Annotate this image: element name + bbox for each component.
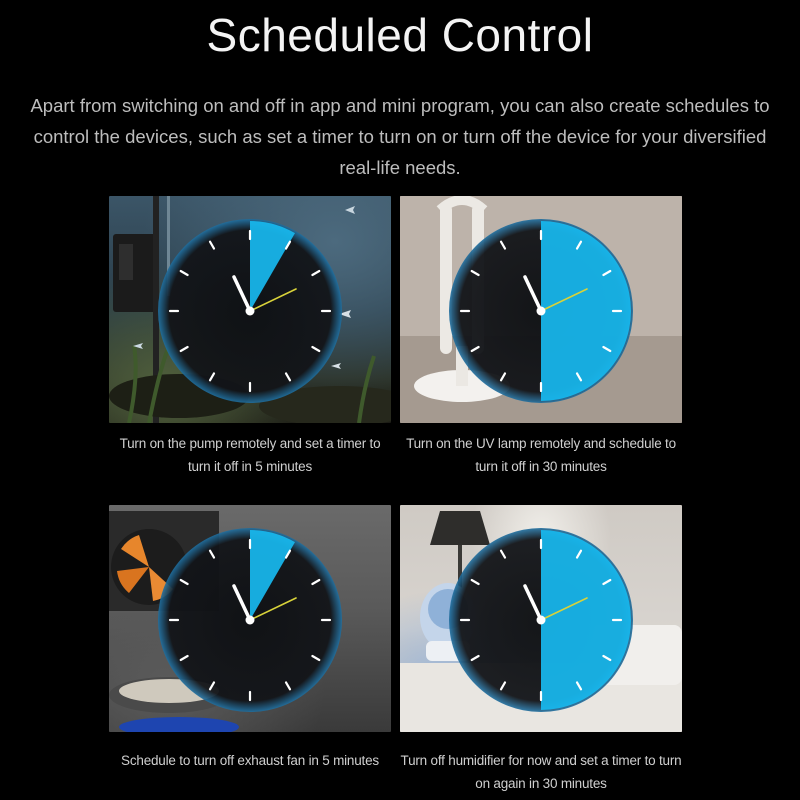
intro-text: Apart from switching on and off in app and mini program, you can also create schedules to control the devices, such as set a timer to turn on or turn off the device for your diversified real-life needs. — [30, 95, 770, 178]
caption-exhaust-fan: Schedule to turn off exhaust fan in 5 minutes — [121, 753, 379, 768]
center-pin — [246, 307, 255, 316]
timer-clock-30min — [400, 196, 682, 423]
panel-humidifier — [400, 505, 682, 732]
panel-pump — [109, 196, 391, 423]
timer-clock-5min — [109, 505, 391, 732]
center-pin — [246, 616, 255, 625]
timer-clock-5min — [109, 196, 391, 423]
timer-clock-30min — [400, 505, 682, 732]
caption-uv-lamp: Turn on the UV lamp remotely and schedule to turn it off in 30 minutes — [406, 436, 676, 474]
panel-exhaust-fan — [109, 505, 391, 732]
panel-uv-lamp — [400, 196, 682, 423]
caption-pump: Turn on the pump remotely and set a timer to turn it off in 5 minutes — [119, 436, 381, 474]
center-pin — [537, 307, 546, 316]
page-title: Scheduled Control — [206, 9, 594, 61]
caption-humidifier: Turn off humidifier for now and set a timer to turn on again in 30 minutes — [400, 753, 682, 791]
center-pin — [537, 616, 546, 625]
